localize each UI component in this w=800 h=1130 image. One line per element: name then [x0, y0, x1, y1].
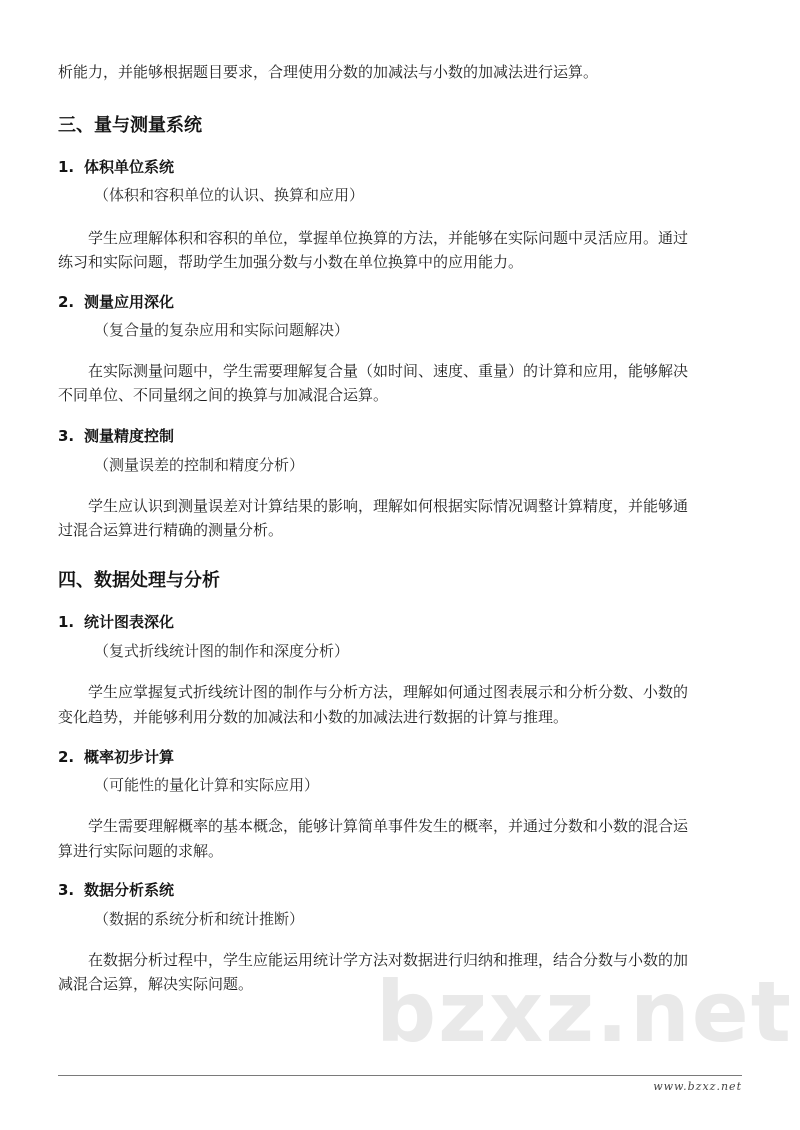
- subsection-title: 体积单位系统: [84, 158, 175, 176]
- footer-url: www.bzxz.net: [653, 1080, 742, 1093]
- section-heading-data: 四、数据处理与分析: [58, 570, 220, 591]
- paragraph-line: 减混合运算，解决实际问题。: [58, 975, 254, 993]
- subsection-heading: [58, 612, 174, 632]
- paragraph-line: 变化趋势，并能够利用分数的加减法和小数的加减法进行数据的计算与推理。: [58, 708, 569, 726]
- paragraph-line: 学生应认识到测量误差对计算结果的影响，理解如何根据实际情况调整计算精度，并能够通: [88, 497, 689, 515]
- subsection-number: 1.: [58, 158, 75, 176]
- subsection-number: 2.: [58, 293, 75, 311]
- footer-divider: [58, 1075, 742, 1076]
- paragraph-line: 算进行实际问题的求解。: [58, 842, 224, 860]
- subsection-subtitle: （测量误差的控制和精度分析）: [94, 456, 305, 474]
- paragraph-line: 学生应掌握复式折线统计图的制作与分析方法，理解如何通过图表展示和分析分数、小数的: [88, 683, 689, 701]
- intro-line: 析能力，并能够根据题目要求，合理使用分数的加减法与小数的加减法进行运算。: [58, 63, 599, 81]
- subsection-number: 3.: [58, 881, 75, 899]
- paragraph-line: 练习和实际问题，帮助学生加强分数与小数在单位换算中的应用能力。: [58, 253, 524, 271]
- paragraph-line: 学生需要理解概率的基本概念，能够计算简单事件发生的概率，并通过分数和小数的混合运: [88, 817, 689, 835]
- paragraph-line: 不同单位、不同量纲之间的换算与加减混合运算。: [58, 386, 389, 404]
- subsection-heading: [58, 880, 174, 900]
- subsection-number: 3.: [58, 427, 75, 445]
- subsection-title: 测量应用深化: [84, 293, 175, 311]
- subsection-title: 测量精度控制: [84, 427, 175, 445]
- paragraph-line: 在数据分析过程中，学生应能运用统计学方法对数据进行归纳和推理，结合分数与小数的加: [88, 951, 689, 969]
- subsection-title: 概率初步计算: [84, 748, 175, 766]
- subsection-subtitle: （体积和容积单位的认识、换算和应用）: [94, 186, 365, 204]
- paragraph-line: 学生应理解体积和容积的单位，掌握单位换算的方法，并能够在实际问题中灵活应用。通过: [88, 229, 689, 247]
- subsection-number: 2.: [58, 748, 75, 766]
- subsection-subtitle: （可能性的量化计算和实际应用）: [94, 776, 320, 794]
- subsection-heading: [58, 292, 174, 312]
- paragraph-line: 过混合运算进行精确的测量分析。: [58, 521, 284, 539]
- subsection-heading: [58, 747, 174, 767]
- section-heading-measurement: 三、量与测量系统: [58, 115, 202, 136]
- subsection-title: 统计图表深化: [84, 613, 175, 631]
- subsection-number: 1.: [58, 613, 75, 631]
- subsection-heading: [58, 426, 174, 446]
- subsection-subtitle: （复合量的复杂应用和实际问题解决）: [94, 321, 350, 339]
- paragraph-line: 在实际测量问题中，学生需要理解复合量（如时间、速度、重量）的计算和应用，能够解决: [88, 362, 689, 380]
- subsection-subtitle: （复式折线统计图的制作和深度分析）: [94, 642, 350, 660]
- subsection-heading: [58, 157, 174, 177]
- watermark: bzxz.net: [376, 963, 793, 1061]
- subsection-title: 数据分析系统: [84, 881, 175, 899]
- subsection-subtitle: （数据的系统分析和统计推断）: [94, 910, 305, 928]
